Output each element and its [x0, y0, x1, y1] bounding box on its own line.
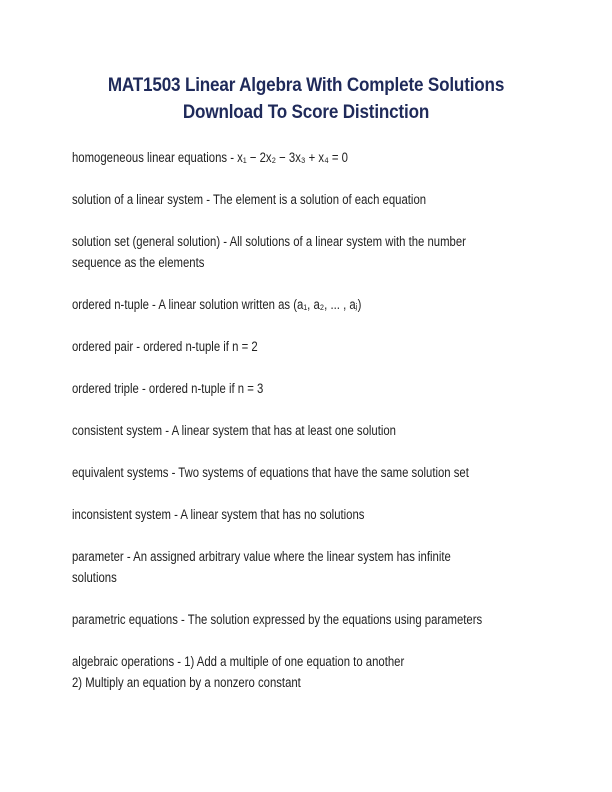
title-line-1: MAT1503 Linear Algebra With Complete Solutions — [107, 75, 505, 96]
title-line-2: Download To Score Distinction — [182, 102, 430, 123]
entry-solution-set — [72, 231, 539, 273]
entry-parameter-line-1: parameter - An assigned arbitrary value where the linear system has infinite — [72, 549, 451, 564]
entry-ordered-triple: ordered triple - ordered n-tuple if n = 3 — [72, 381, 264, 396]
entry-algebraic-operations-line-2: 2) Multiply an equation by a nonzero constant — [72, 675, 301, 690]
entry-inconsistent-system: inconsistent system - A linear system that has no solutions — [72, 507, 365, 522]
entry-parameter-line-2: solutions — [72, 570, 117, 585]
entry-algebraic-operations — [72, 651, 539, 693]
entry-solution-set-line-2: sequence as the elements — [72, 255, 205, 270]
entry-algebraic-operations-line-1: algebraic operations - 1) Add a multiple of one equation to another — [72, 654, 405, 669]
entry-ordered-n-tuple: ordered n-tuple - A linear solution written as (a₁, a₂, ... , aⱼ) — [72, 297, 362, 312]
entry-homogeneous-linear-equations: homogeneous linear equations - x₁ − 2x₂ − 3x₃ + x₄ = 0 — [72, 150, 348, 165]
entry-parametric-equations: parametric equations - The solution expressed by the equations using parameters — [72, 612, 483, 627]
definition-list — [72, 147, 540, 693]
entry-ordered-pair: ordered pair - ordered n-tuple if n = 2 — [72, 339, 258, 354]
document-title — [95, 72, 516, 126]
entry-solution-of-linear-system: solution of a linear system - The element is a solution of each equation — [72, 192, 427, 207]
entry-equivalent-systems: equivalent systems - Two systems of equations that have the same solution set — [72, 465, 469, 480]
entry-solution-set-line-1: solution set (general solution) - All solutions of a linear system with the number — [72, 234, 466, 249]
entry-parameter — [72, 546, 539, 588]
entry-consistent-system: consistent system - A linear system that has at least one solution — [72, 423, 396, 438]
